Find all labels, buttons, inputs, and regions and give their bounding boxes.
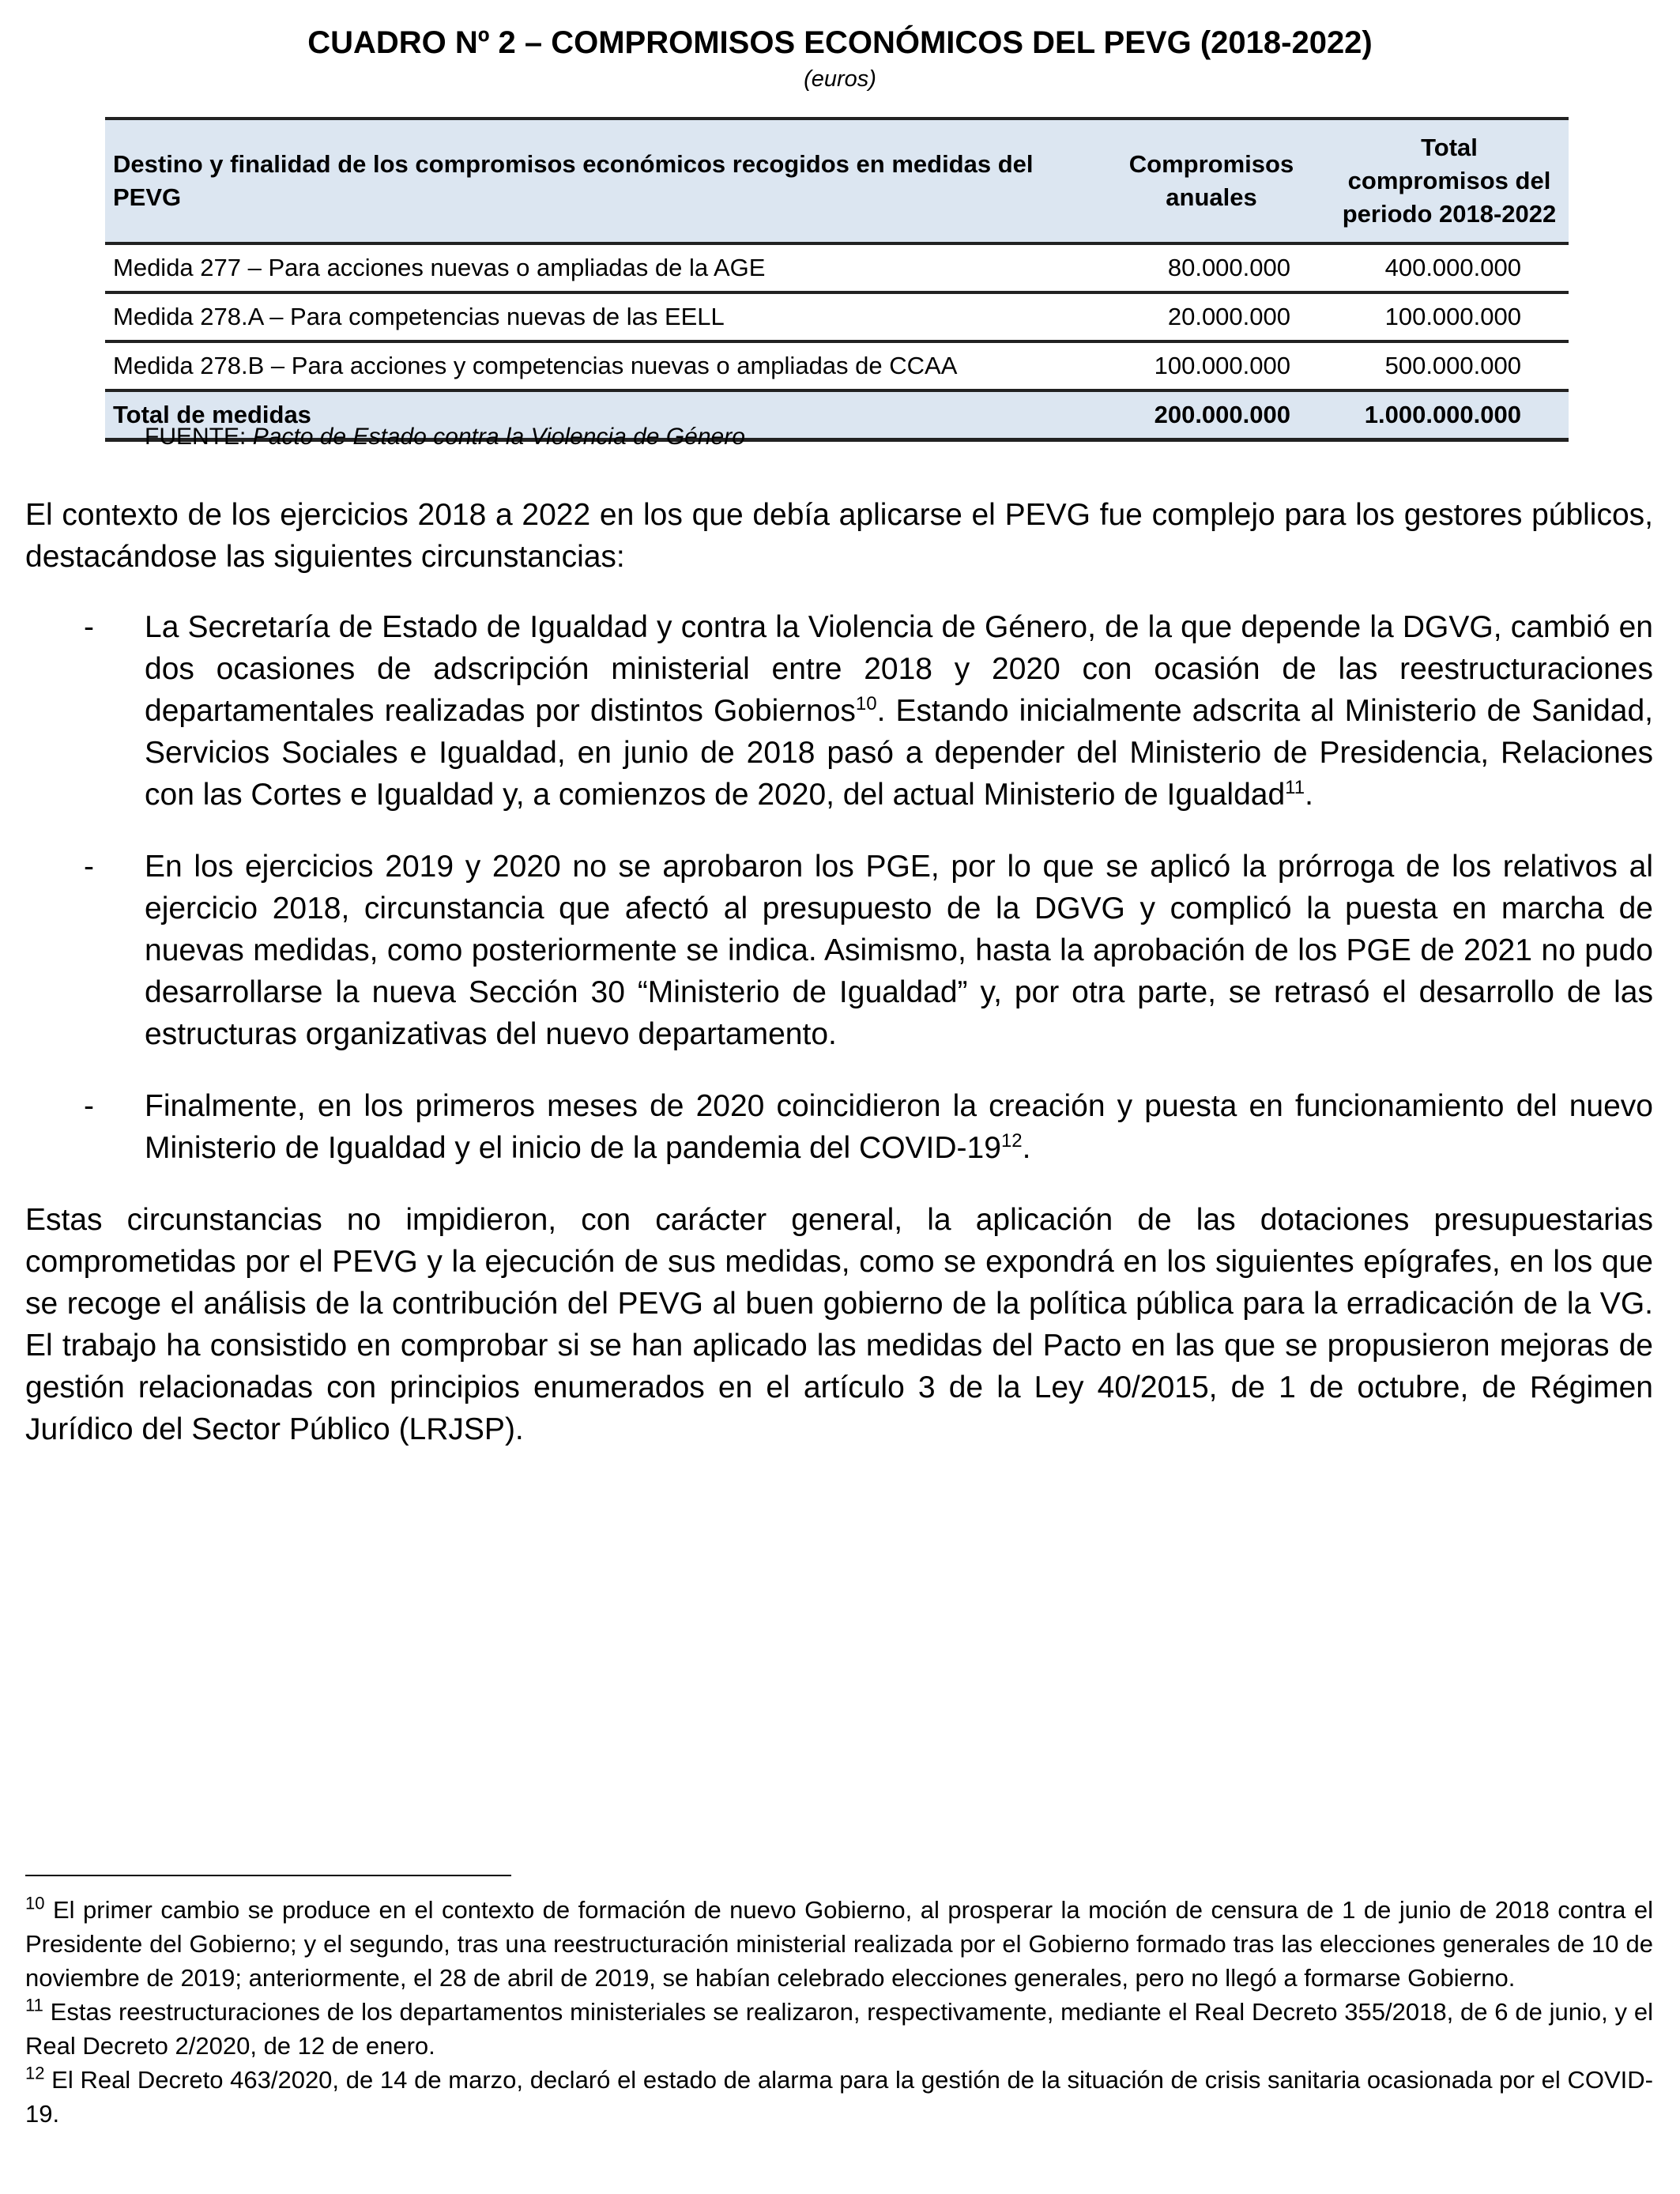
- bullet-text-part: . Estando inicialmente adscrita al Ministerio de Sanidad, Servicios Sociales e Igualdad, en junio de 2018 pasó a depender del Ministerio de Presidencia, Relaciones con las Cortes e Igualdad y, a comienzos de 2020, del actual Ministerio de Igualdad: [145, 694, 1653, 812]
- total-label: Total de medidas: [105, 390, 1093, 439]
- total-anuales: 200.000.000: [1093, 390, 1330, 439]
- bullet-dash: -: [84, 850, 94, 884]
- table-row: [105, 341, 1569, 390]
- footnote-number: 12: [25, 2063, 45, 2083]
- bullet-text-part: Finalmente, en los primeros meses de 2020 coincidieron la creación y puesta en funcionamiento del nuevo Ministerio de Igualdad y el inicio de la pandemia del COVID-19: [145, 1089, 1653, 1165]
- bullet-text: [145, 606, 1653, 816]
- total-periodo: 1.000.000.000: [1330, 390, 1569, 439]
- table-source: [145, 424, 745, 450]
- cell-destino: Medida 277 – Para acciones nuevas o ampliadas de la AGE: [113, 254, 766, 281]
- cell-anuales: 100.000.000: [1154, 352, 1290, 379]
- bullet-text-part: La Secretaría de Estado de Igualdad y contra la Violencia de Género, de la que depende la DGVG, cambió en dos ocasiones de adscripción ministerial entre 2018 y 2020 con ocasión de las reestructuraciones departamentales realizadas por distintos Gobiernos: [145, 610, 1653, 728]
- footnote-divider: [25, 1875, 511, 1876]
- footnote-ref[interactable]: 12: [1000, 1130, 1023, 1152]
- bullet-text: En los ejercicios 2019 y 2020 no se aprobaron los PGE, por lo que se aplicó la prórroga de los relativos al ejercicio 2018, circunstancia que afectó al presupuesto de la DGVG y complicó la puesta en marcha de nuevas medidas, como posteriormente se indica. Asimismo, hasta la aprobación de los PGE de 2021 no pudo desarrollarse la nueva Sección 30 “Ministerio de Igualdad” y, por otra parte, se retrasó el desarrollo de las estructuras organizativas del nuevo departamento.: [145, 850, 1653, 1051]
- bullet-text-part: .: [1305, 778, 1313, 812]
- bullet-text-part: .: [1022, 1131, 1031, 1165]
- footnote-text: El Real Decreto 463/2020, de 14 de marzo, declaró el estado de alarma para la gestión de la situación de crisis sanitaria ocasionada por el COVID-19.: [25, 2066, 1653, 2128]
- cell-destino: Medida 278.B – Para acciones y competencias nuevas o ampliadas de CCAA: [113, 352, 958, 379]
- table-row: [105, 292, 1569, 341]
- list-item: [25, 606, 1653, 816]
- table-title: CUADRO Nº 2 – COMPROMISOS ECONÓMICOS DEL PEVG (2018-2022): [307, 25, 1373, 60]
- footnote-number: 11: [25, 1995, 43, 2015]
- bullet-text: [145, 1085, 1653, 1169]
- table-row: [105, 243, 1569, 292]
- body-text: [25, 494, 1653, 1479]
- table-units: (euros): [804, 66, 876, 92]
- list-item: [25, 1085, 1653, 1169]
- intro-paragraph: El contexto de los ejercicios 2018 a 2022 en los que debía aplicarse el PEVG fue complejo para los gestores públicos, destacándose las siguientes circunstancias:: [25, 498, 1653, 574]
- table-header-row: [105, 119, 1569, 243]
- list-item: [25, 846, 1653, 1055]
- column-header-destino: Destino y finalidad de los compromisos económicos recogidos en medidas del PEVG: [105, 119, 1093, 243]
- cell-destino: Medida 278.A – Para competencias nuevas de las EELL: [113, 303, 725, 330]
- footnote-text: Estas reestructuraciones de los departamentos ministeriales se realizaron, respectivamente, mediante el Real Decreto 355/2018, de 6 de junio, y el Real Decreto 2/2020, de 12 de enero.: [25, 1998, 1653, 2060]
- column-header-anuales: Compromisos anuales: [1093, 119, 1330, 243]
- closing-paragraph: Estas circunstancias no impidieron, con carácter general, la aplicación de las dotaciones presupuestarias comprometidas por el PEVG y la ejecución de sus medidas, como se expondrá en los siguientes epígrafes, en los que se recoge el análisis de la contribución del PEVG al buen gobierno de la política pública para la erradicación de la VG. El trabajo ha consistido en comprobar si se han aplicado las medidas del Pacto en las que se propusieron mejoras de gestión relacionadas con principios enumerados en el artículo 3 de la Ley 40/2015, de 1 de octubre, de Régimen Jurídico del Sector Público (LRJSP).: [25, 1203, 1653, 1446]
- source-text: Pacto de Estado contra la Violencia de Género: [252, 424, 745, 450]
- commitments-table: [105, 117, 1569, 442]
- footnote-ref[interactable]: 11: [1285, 777, 1305, 798]
- footnotes: [25, 1893, 1653, 2131]
- footnote: [25, 1893, 1653, 1995]
- cell-total: 100.000.000: [1384, 303, 1521, 330]
- cell-anuales: 80.000.000: [1167, 254, 1290, 281]
- bullet-dash: -: [84, 1089, 94, 1123]
- footnote-text: El primer cambio se produce en el contexto de formación de nuevo Gobierno, al prosperar la moción de censura de 1 de junio de 2018 contra el Presidente del Gobierno; y el segundo, tras una reestructuración ministerial realizada por el Gobierno formado tras las elecciones generales de 10 de noviembre de 2019; anteriormente, el 28 de abril de 2019, se habían celebrado elecciones generales, pero no llegó a formarse Gobierno.: [25, 1896, 1653, 1992]
- footnote-number: 10: [25, 1893, 45, 1913]
- cell-total: 500.000.000: [1384, 352, 1521, 379]
- column-header-total: Total compromisos del periodo 2018-2022: [1330, 119, 1569, 243]
- footnote: [25, 2063, 1653, 2131]
- footnote: [25, 1995, 1653, 2063]
- footnote-ref[interactable]: 10: [855, 693, 877, 714]
- source-label: FUENTE:: [145, 424, 247, 450]
- cell-anuales: 20.000.000: [1167, 303, 1290, 330]
- bullet-dash: -: [84, 610, 94, 644]
- cell-total: 400.000.000: [1384, 254, 1521, 281]
